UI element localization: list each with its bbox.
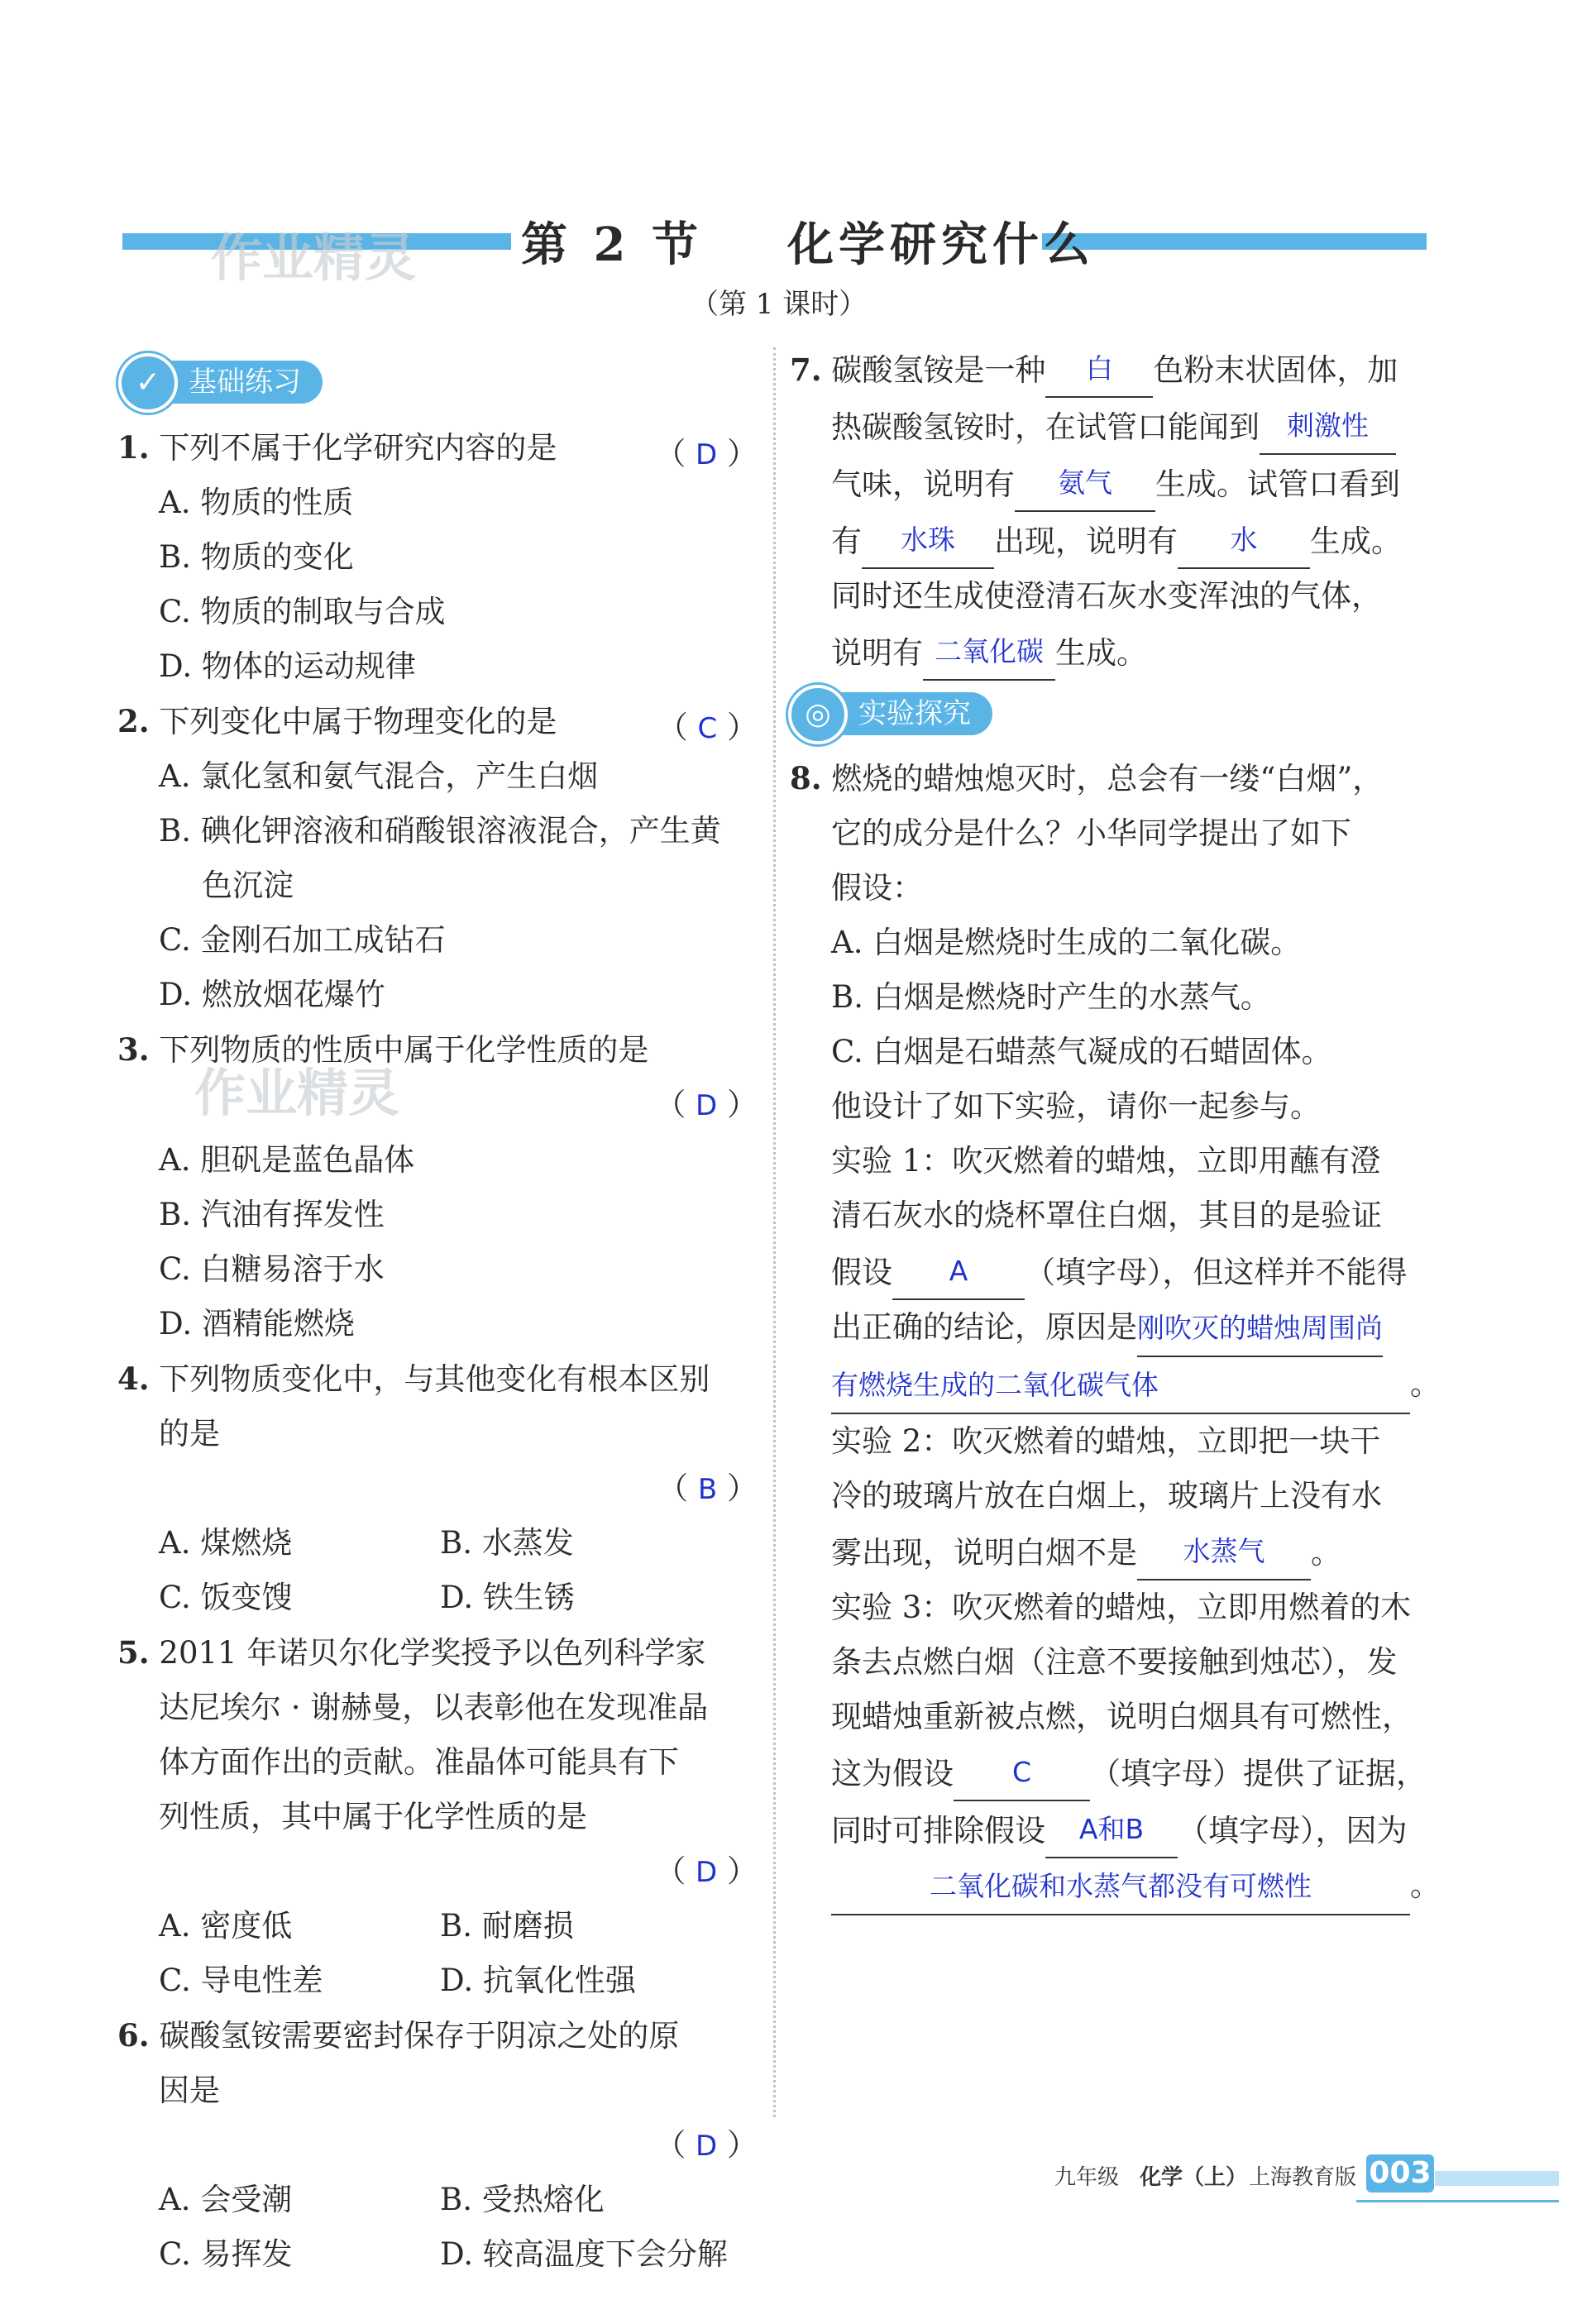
question-number: 4. (117, 1360, 150, 1397)
text: 有 (831, 524, 862, 559)
text: 燃烧的蜡烛熄灭时，总会有一缕“白烟”， (831, 761, 1384, 796)
option: B. 碘化钾溶液和硝酸银溶液混合，产生黄 (159, 813, 721, 849)
text: 。 (1311, 1535, 1341, 1571)
footer-subject: 化学（上） (1140, 2165, 1248, 2190)
answer: D (696, 1089, 718, 1122)
option: D. 燃放烟花爆竹 (159, 977, 385, 1012)
question-stem: 列性质，其中属于化学性质的是 (159, 1799, 587, 1834)
answer: D (696, 2130, 718, 2163)
footer-grade: 九年级 (1054, 2165, 1120, 2190)
text: 。 (1410, 1867, 1441, 1903)
question-stem: 的是 (159, 1416, 220, 1451)
experiment-2-text: 冷的玻璃片放在白烟上，玻璃片上没有水 (831, 1478, 1382, 1513)
question-stem: 因是 (159, 2073, 220, 2108)
question-8 (790, 751, 1441, 1915)
lesson-subtitle: （第 1 课时） (691, 288, 868, 321)
text: 生成。 (1310, 524, 1402, 559)
question-number: 2. (117, 703, 150, 739)
footer-line (1356, 2200, 1559, 2202)
option: A. 物质的性质 (159, 485, 354, 520)
fill-blank (831, 1858, 1410, 1915)
fill-blank (1178, 512, 1310, 569)
answer: D (696, 438, 718, 471)
page-title: 第 2 节 化学研究什么 (521, 218, 1095, 272)
filled-answer: 二氧化碳和水蒸气都没有可燃性 (930, 1870, 1312, 1902)
question-7 (790, 341, 1431, 681)
filled-answer: 水珠 (901, 524, 955, 556)
text: 假设 (831, 1255, 892, 1290)
text: 碳酸氢铵是一种 (831, 352, 1046, 388)
option: A. 氯化氢和氨气混合，产生白烟 (159, 758, 599, 794)
question-number: 3. (117, 1031, 150, 1068)
text: 同时可排除假设 (831, 1813, 1045, 1848)
page-number: 003 (1366, 2154, 1434, 2192)
hypothesis-a: A. 白烟是燃烧时生成的二氧化碳。 (831, 925, 1302, 960)
text: 色粉末状固体，加 (1153, 352, 1398, 388)
answer-bracket: （ B ） (657, 1470, 758, 1506)
option: B. 汽油有挥发性 (159, 1197, 385, 1232)
leaf-icon: ✓ (118, 353, 178, 413)
question-6 (117, 2008, 763, 2282)
section-basic-practice: 基础练习 (124, 361, 323, 404)
option: A. 密度低 (159, 1908, 293, 1944)
question-stem: 达尼埃尔 · 谢赫曼，以表彰他在发现准晶 (159, 1690, 709, 1725)
watermark: 作业精灵 (211, 227, 417, 288)
option: A. 煤燃烧 (159, 1525, 293, 1561)
question-number: 8. (790, 760, 822, 796)
text: 热碳酸氢铵时，在试管口能闻到 (831, 409, 1260, 445)
text: 这为假设 (831, 1756, 954, 1791)
question-4 (117, 1351, 763, 1625)
option: C. 易挥发 (159, 2236, 293, 2272)
question-number: 7. (790, 351, 822, 388)
question-stem: 下列物质变化中，与其他变化有根本区别 (159, 1361, 710, 1397)
text: 假设： (831, 870, 923, 906)
answer: D (696, 1856, 718, 1889)
footer-publisher: 上海教育版 (1249, 2165, 1357, 2190)
text: 出正确的结论，原因是 (831, 1309, 1137, 1345)
experiment-1-text: 实验 1：吹灭燃着的蜡烛，立即用蘸有澄 (831, 1143, 1381, 1179)
option: D. 抗氧化性强 (440, 1963, 636, 1998)
title-bar-right (1042, 233, 1427, 250)
question-3 (117, 1022, 763, 1351)
text: 气味，说明有 (831, 466, 1015, 502)
option: D. 铁生锈 (440, 1580, 575, 1615)
left-column (117, 420, 763, 2282)
option: B. 耐磨损 (440, 1908, 574, 1944)
fill-blank (923, 624, 1055, 681)
text: （填字母），但这样并不能得 (1025, 1255, 1408, 1290)
text: 说明有 (831, 635, 923, 671)
option: D. 酒精能燃烧 (159, 1306, 355, 1341)
option: B. 物质的变化 (159, 539, 354, 575)
question-stem: 2011 年诺贝尔化学奖授予以色列科学家 (159, 1635, 706, 1671)
answer-bracket: （ C ） (657, 710, 758, 745)
option: A. 会受潮 (159, 2182, 293, 2217)
question-stem: 下列不属于化学研究内容的是 (159, 430, 557, 466)
experiment-2-text: 实验 2：吹灭燃着的蜡烛，立即把一块干 (831, 1423, 1381, 1459)
option: C. 导电性差 (159, 1963, 323, 1998)
spiral-icon: ◎ (788, 685, 848, 744)
filled-answer: 白 (1085, 352, 1113, 385)
filled-answer: 水蒸气 (1183, 1535, 1265, 1567)
filled-answer: 水 (1230, 524, 1258, 556)
filled-answer: 二氧化碳 (935, 635, 1044, 667)
answer-bracket: （ D ） (655, 1087, 758, 1122)
fill-blank (831, 1357, 1410, 1414)
text: 他设计了如下实验，请你一起参与。 (831, 1088, 1321, 1124)
question-5 (117, 1625, 763, 2008)
experiment-3-text: 现蜡烛重新被点燃，说明白烟具有可燃性， (831, 1699, 1413, 1734)
option-continuation: 色沉淀 (202, 868, 294, 903)
text: 出现，说明有 (994, 524, 1178, 559)
question-stem: 碳酸氢铵需要密封保存于阴凉之处的原 (159, 2018, 680, 2054)
question-stem: 下列变化中属于物理变化的是 (159, 704, 557, 739)
question-1 (117, 420, 763, 694)
text: （填字母）提供了证据， (1090, 1756, 1427, 1791)
question-number: 1. (117, 429, 150, 466)
option: D. 物体的运动规律 (159, 648, 416, 684)
text: 。 (1410, 1366, 1441, 1402)
fill-blank (1045, 1801, 1178, 1858)
question-number: 6. (117, 2017, 150, 2054)
column-divider (773, 347, 776, 2117)
filled-answer: A和B (1078, 1813, 1145, 1845)
fill-blank (892, 1243, 1025, 1300)
fill-blank (1260, 398, 1396, 455)
watermark: 作业精灵 (194, 1063, 400, 1123)
answer-bracket: （ D ） (655, 2127, 758, 2163)
filled-answer: 有燃烧生成的二氧化碳气体 (831, 1369, 1159, 1401)
option: C. 物质的制取与合成 (159, 594, 446, 629)
fill-blank (1015, 455, 1155, 512)
option: D. 较高温度下会分解 (440, 2236, 728, 2272)
option: C. 饭变馊 (159, 1580, 293, 1615)
answer: B (697, 1473, 718, 1506)
text: 生成。试管口看到 (1155, 466, 1400, 502)
filled-answer: 刺激性 (1287, 409, 1369, 442)
text: 它的成分是什么？小华同学提出了如下 (831, 815, 1351, 851)
answer-bracket: （ D ） (655, 1853, 758, 1889)
filled-answer: A (949, 1255, 968, 1287)
fill-blank (954, 1744, 1090, 1801)
answer-bracket: （ D ） (655, 436, 758, 471)
filled-answer: 刚吹灭的蜡烛周围尚 (1137, 1312, 1383, 1344)
text: （填字母），因为 (1178, 1813, 1408, 1848)
filled-answer: 氨气 (1058, 466, 1112, 499)
experiment-3-text: 条去点燃白烟（注意不要接触到烛芯），发 (831, 1644, 1398, 1680)
question-number: 5. (117, 1634, 150, 1671)
fill-blank (1137, 1523, 1311, 1580)
answer: C (697, 712, 718, 745)
right-column (790, 341, 1431, 681)
option: B. 水蒸发 (440, 1525, 574, 1561)
question-stem: 体方面作出的贡献。准晶体可能具有下 (159, 1744, 679, 1780)
question-2 (117, 694, 763, 1022)
option: C. 金刚石加工成钻石 (159, 922, 446, 958)
experiment-1-text: 清石灰水的烧杯罩住白烟，其目的是验证 (831, 1198, 1382, 1233)
text: 生成。 (1055, 635, 1147, 671)
footer-strip (1435, 2171, 1559, 2186)
hypothesis-b: B. 白烟是燃烧时产生的水蒸气。 (831, 979, 1271, 1015)
option: B. 受热熔化 (440, 2182, 605, 2217)
filled-answer: C (1011, 1756, 1032, 1788)
text: 同时还生成使澄清石灰水变浑浊的气体， (831, 578, 1382, 614)
option: C. 白糖易溶于水 (159, 1251, 385, 1287)
fill-blank (1045, 341, 1153, 398)
experiment-3-text: 实验 3：吹灭燃着的蜡烛，立即用燃着的木 (831, 1590, 1412, 1625)
question-stem: 下列物质的性质中属于化学性质的是 (159, 1032, 649, 1068)
fill-blank (862, 512, 994, 569)
option: A. 胆矾是蓝色晶体 (159, 1142, 415, 1178)
section-experiment: 实验探究 (794, 692, 992, 735)
text: 雾出现，说明白烟不是 (831, 1535, 1137, 1571)
hypothesis-c: C. 白烟是石蜡蒸气凝成的石蜡固体。 (831, 1034, 1332, 1069)
